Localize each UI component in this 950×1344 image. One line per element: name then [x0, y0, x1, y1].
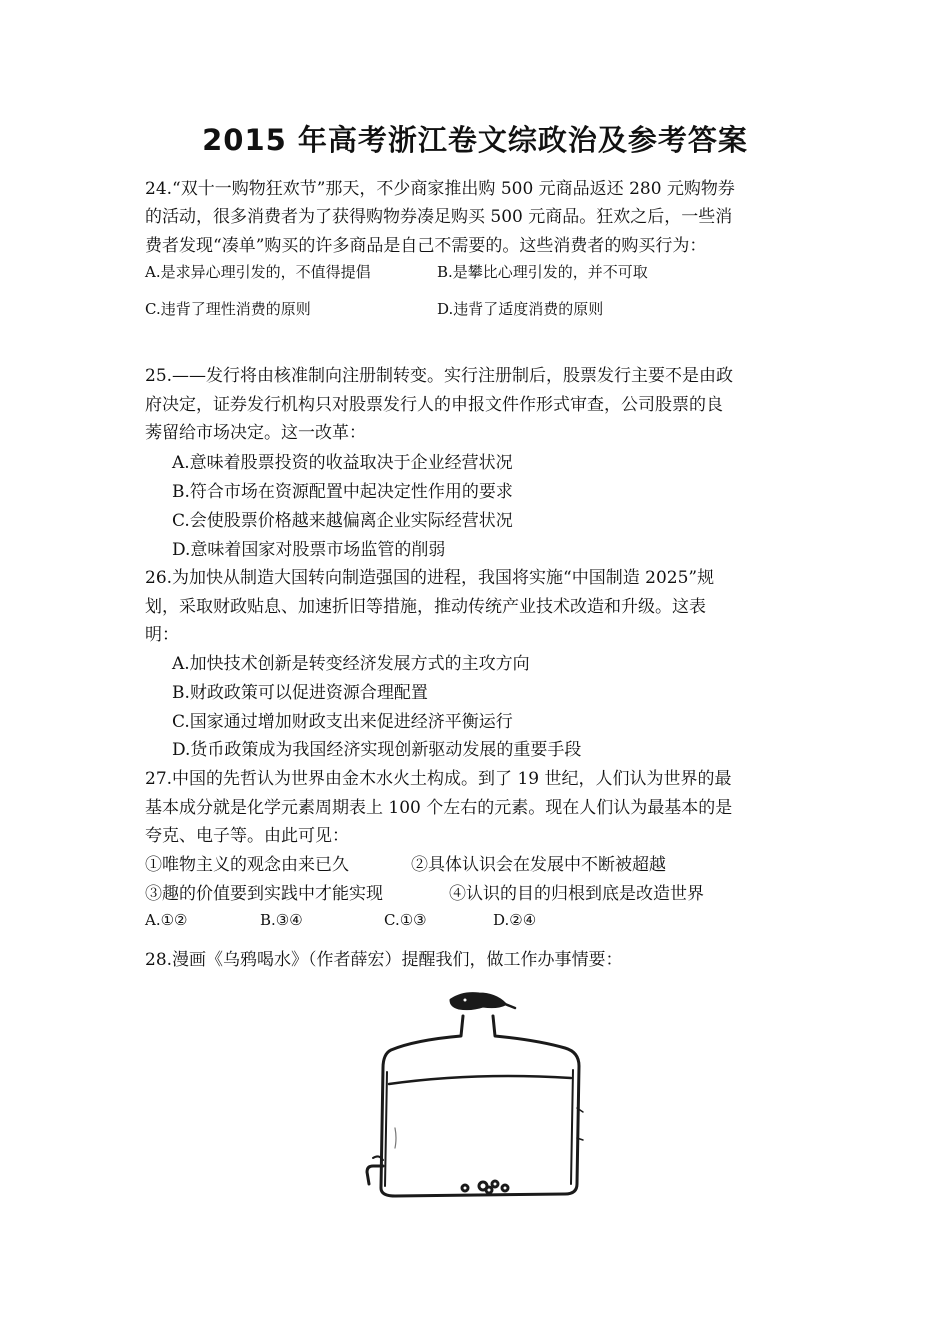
q27-option-a: A.①②	[145, 911, 188, 929]
q26-stem-line: 划，采取财政贴息、加速折旧等措施，推动传统产业技术改造和升级。这表	[145, 597, 706, 617]
q27-statement-2: ②具体认识会在发展中不断被超越	[411, 855, 666, 875]
q27-option-d: D.②④	[493, 911, 537, 929]
q27-stem-line: 基本成分就是化学元素周期表上 100 个左右的元素。现在人们认为最基本的是	[145, 798, 733, 818]
q27-statement-4: ④认识的目的归根到底是改造世界	[449, 884, 704, 904]
q26-stem-line: 26.为加快从制造大国转向制造强国的进程，我国将实施“中国制造 2025”规	[145, 568, 715, 588]
crow-drinking-water-comic	[355, 988, 605, 1218]
q28-stem-line: 28.漫画《乌鸦喝水》（作者薛宏）提醒我们，做工作办事情要：	[145, 950, 623, 970]
q26-option-d: D.货币政策成为我国经济实现创新驱动发展的重要手段	[172, 740, 582, 760]
q25-stem-line: 府决定，证券发行机构只对股票发行人的申报文件作形式审查，公司股票的良	[145, 395, 723, 415]
q27-option-b: B.③④	[260, 911, 303, 929]
q27-stem-line: 夸克、电子等。由此可见：	[145, 826, 349, 846]
q27-statement-3: ③趣的价值要到实践中才能实现	[145, 884, 383, 904]
q25-option-c: C.会使股票价格越来越偏离企业实际经营状况	[172, 511, 513, 531]
q25-stem-line: 莠留给市场决定。这一改革：	[145, 423, 366, 443]
q24-option-a: A.是求异心理引发的，不值得提倡	[145, 263, 371, 281]
q25-option-a: A.意味着股票投资的收益取决于企业经营状况	[172, 453, 513, 473]
q25-option-b: B.符合市场在资源配置中起决定性作用的要求	[172, 482, 513, 502]
q26-stem-line: 明：	[145, 625, 179, 645]
q26-option-b: B.财政政策可以促进资源合理配置	[172, 683, 428, 703]
document-title: 2015 年高考浙江卷文综政治及参考答案	[202, 123, 748, 157]
q24-stem-line: 的活动，很多消费者为了获得购物券凑足购买 500 元商品。狂欢之后，一些消	[145, 207, 733, 227]
q24-option-b: B.是攀比心理引发的，并不可取	[437, 263, 648, 281]
q24-option-d: D.违背了适度消费的原则	[437, 300, 604, 318]
q24-stem-line: 24.“双十一购物狂欢节”那天，不少商家推出购 500 元商品返还 280 元购物券	[145, 179, 735, 199]
q24-stem-line: 费者发现“凑单”购买的许多商品是自己不需要的。这些消费者的购买行为：	[145, 236, 707, 256]
q27-option-c: C.①③	[384, 911, 427, 929]
q25-stem-line: 25.——发行将由核准制向注册制转变。实行注册制后，股票发行主要不是由政	[145, 366, 734, 386]
q27-statement-1: ①唯物主义的观念由来已久	[145, 855, 349, 875]
q25-option-d: D.意味着国家对股票市场监管的削弱	[172, 540, 446, 560]
q26-option-c: C.国家通过增加财政支出来促进经济平衡运行	[172, 712, 513, 732]
q24-option-c: C.违背了理性消费的原则	[145, 300, 311, 318]
q26-option-a: A.加快技术创新是转变经济发展方式的主攻方向	[172, 654, 530, 674]
q27-stem-line: 27.中国的先哲认为世界由金木水火土构成。到了 19 世纪，人们认为世界的最	[145, 769, 732, 789]
